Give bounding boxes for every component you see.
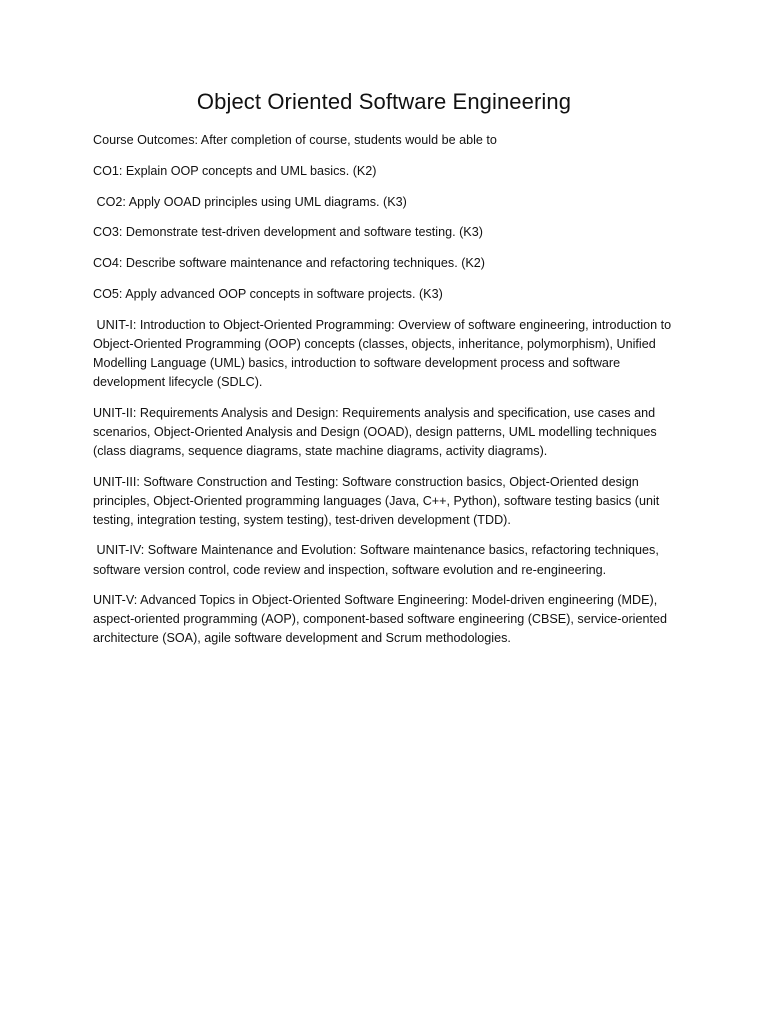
course-outcomes-intro: Course Outcomes: After completion of course, students would be able to	[93, 133, 497, 147]
unit-3-paragraph: UNIT-III: Software Construction and Testing: Software construction basics, Object-Oriented design principles, Object-Oriented programming languages (Java, C++, Python), software testing basics (unit testing, integration testing, system testing), test-driven development (TDD).	[93, 474, 663, 527]
page-title: Object Oriented Software Engineering	[196, 89, 572, 114]
outcome-co3: CO3: Demonstrate test-driven development and software testing. (K3)	[93, 225, 483, 240]
document-body	[93, 131, 681, 660]
unit-4-paragraph: UNIT-IV: Software Maintenance and Evolution: Software maintenance basics, refactoring techniques, software version control, code review and inspection, software evolution and re-engineering.	[93, 543, 663, 577]
unit-2-paragraph: UNIT-II: Requirements Analysis and Design: Requirements analysis and specification, use cases and scenarios, Object-Oriented Analysis and Design (OOAD), design patterns, UML modelling techniques (class diagrams, sequence diagrams, state machine diagrams, activity diagrams).	[93, 405, 661, 459]
outcome-co5: CO5: Apply advanced OOP concepts in software projects. (K3)	[93, 286, 443, 301]
outcome-co2: CO2: Apply OOAD principles using UML diagrams. (K3)	[93, 194, 407, 209]
outcome-co1: CO1: Explain OOP concepts and UML basics. (K2)	[93, 163, 377, 178]
unit-1-paragraph: UNIT-I: Introduction to Object-Oriented Programming: Overview of software engineering, introduction to Object-Oriented Programming (OOP) concepts (classes, objects, inheritance, polymorphism), Unified Modelling Language (UML) basics, introduction to software development process and software development lifecycle (SDLC).	[93, 317, 675, 390]
unit-5-paragraph: UNIT-V: Advanced Topics in Object-Oriented Software Engineering: Model-driven engineering (MDE), aspect-oriented programming (AOP), component-based software engineering (CBSE), service-oriented architecture (SOA), agile software development and Scrum methodologies.	[93, 592, 671, 646]
outcome-co4: CO4: Describe software maintenance and refactoring techniques. (K2)	[93, 256, 486, 271]
